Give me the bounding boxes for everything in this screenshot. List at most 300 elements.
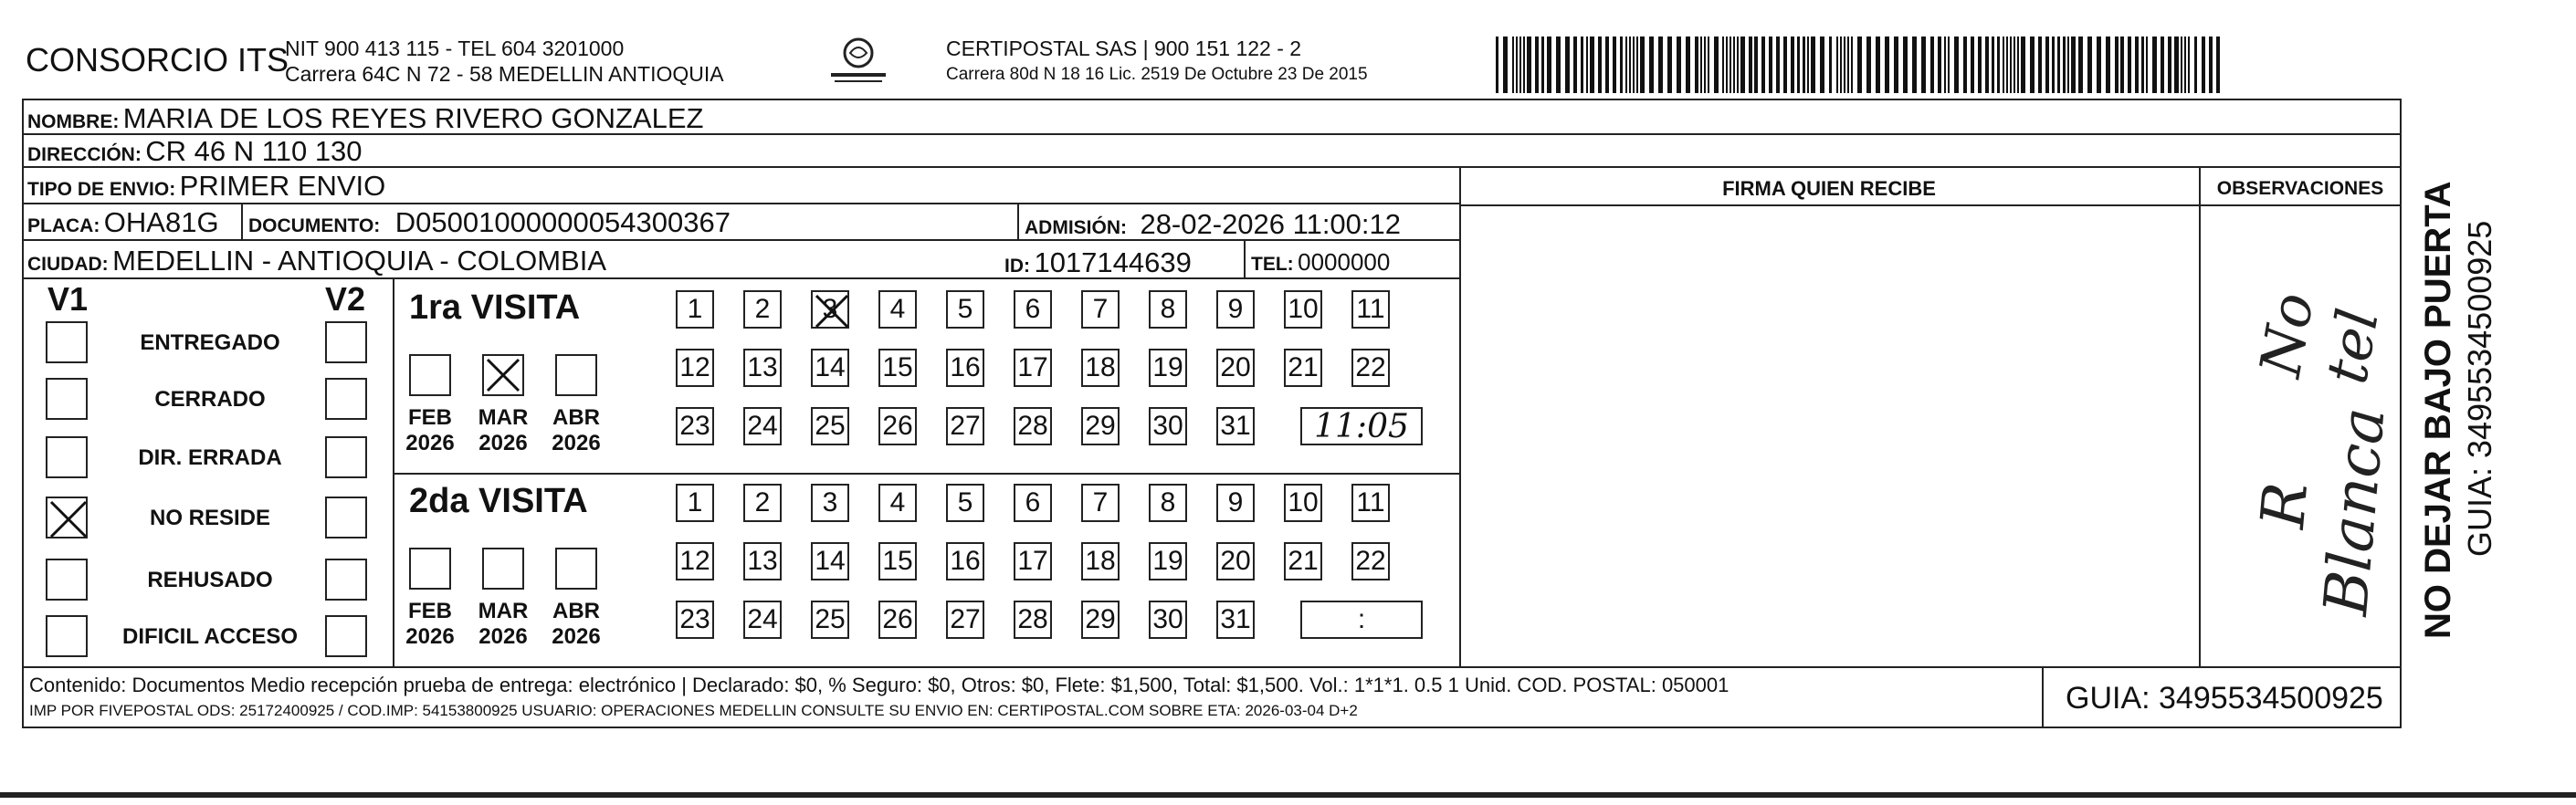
- day-number: 30: [1152, 411, 1183, 441]
- barcode-bar: [1985, 37, 1989, 93]
- visit-day-box[interactable]: [811, 601, 849, 639]
- day-number: 7: [1092, 487, 1109, 518]
- placa-row: [27, 208, 219, 236]
- visit-month-label: [471, 405, 535, 455]
- month-name: ABR: [552, 599, 600, 623]
- barcode-bar: [1527, 37, 1531, 93]
- status-v2-checkbox[interactable]: [325, 378, 367, 420]
- visit-day-box[interactable]: [1081, 349, 1120, 387]
- barcode-bar: [1791, 37, 1794, 93]
- barcode-bar: [1633, 37, 1635, 93]
- visit-month-label: [471, 599, 535, 649]
- barcode-bar: [1737, 37, 1739, 93]
- visit-day-box[interactable]: [676, 407, 714, 445]
- month-year: 2026: [552, 623, 601, 649]
- barcode-bar: [1963, 37, 1967, 93]
- ciudad-label: CIUDAD:: [27, 254, 109, 275]
- day-number: 14: [815, 546, 846, 576]
- barcode-bar: [1503, 37, 1508, 93]
- barcode-bar: [1851, 37, 1853, 93]
- visit-month-checkbox[interactable]: [555, 548, 597, 590]
- day-number: 11: [1356, 487, 1385, 518]
- visit-day-box[interactable]: [1014, 484, 1052, 522]
- visit-day-box[interactable]: [1014, 407, 1052, 445]
- day-number: 9: [1227, 294, 1244, 324]
- barcode-bar: [2181, 37, 2182, 93]
- barcode-bar: [1740, 37, 1745, 93]
- visit-day-box[interactable]: [946, 290, 984, 329]
- barcode-bar: [2071, 37, 2076, 93]
- barcode-bar: [1836, 37, 1838, 93]
- visit-day-box[interactable]: [1014, 349, 1052, 387]
- barcode-bar: [1978, 37, 1982, 93]
- visit-day-box[interactable]: [1081, 601, 1120, 639]
- barcode-bar: [1954, 37, 1959, 93]
- barcode-bar: [1708, 37, 1709, 93]
- direccion-label: DIRECCIÓN:: [27, 144, 142, 165]
- admision-row: [1025, 210, 1401, 238]
- day-number: 22: [1355, 352, 1386, 382]
- barcode-bar: [1523, 37, 1525, 93]
- visit2-title: 2da VISITA: [409, 482, 588, 520]
- barcode-bar: [2078, 37, 2083, 93]
- day-number: 15: [882, 546, 913, 576]
- status-label: DIR. ERRADA: [138, 445, 282, 470]
- visit-day-box[interactable]: [1081, 484, 1120, 522]
- barcode-bar: [1844, 37, 1845, 93]
- barcode-bar: [1938, 37, 1941, 93]
- visit-day-box[interactable]: [1284, 290, 1322, 329]
- status-v2-checkbox[interactable]: [325, 615, 367, 657]
- visit-day-box[interactable]: [743, 290, 782, 329]
- admision-value: 28-02-2026 11:00:12: [1140, 208, 1402, 240]
- day-number: 15: [882, 352, 913, 382]
- barcode-bar: [1686, 37, 1690, 93]
- visit-day-box[interactable]: [1149, 290, 1187, 329]
- barcode-bar: [1783, 37, 1787, 93]
- visit-day-box[interactable]: [1216, 290, 1255, 329]
- firma-header: FIRMA QUIEN RECIBE: [1722, 177, 1936, 200]
- status-v2-checkbox[interactable]: [325, 559, 367, 601]
- visit-day-box[interactable]: [878, 601, 917, 639]
- id-label: ID:: [1004, 256, 1030, 277]
- day-number: 6: [1025, 294, 1041, 324]
- day-number: 24: [747, 604, 778, 634]
- barcode-bar: [2188, 37, 2190, 93]
- v1-header: V1: [47, 280, 89, 318]
- barcode-bar: [1733, 37, 1735, 93]
- barcode-bar: [1997, 37, 2000, 93]
- barcode-bar: [1598, 37, 1602, 93]
- side-guia: GUIA: 3495534500925: [2461, 220, 2498, 557]
- barcode-bar: [1547, 37, 1551, 93]
- visit-day-box[interactable]: [743, 484, 782, 522]
- barcode-bar: [1803, 37, 1805, 93]
- visit-month-label: [544, 599, 608, 649]
- barcode-bar: [1535, 37, 1539, 93]
- placa-value: OHA81G: [103, 206, 219, 238]
- day-number: 19: [1152, 546, 1183, 576]
- barcode-bar: [1556, 37, 1561, 93]
- barcode-bar: [2017, 37, 2019, 93]
- day-number: 30: [1152, 604, 1183, 634]
- visit-day-box[interactable]: [811, 290, 849, 329]
- footer-content-line: Contenido: Documentos Medio recepción prueba de entrega: electrónico | Declarado: $0, % Seguro: $0, Otros: $0, Flete: $1,500, Total: $1,500. Vol.: 1*1*1. 0.5 1 Unid. COD. POSTAL: 050001: [29, 674, 1730, 696]
- id-row: [1004, 248, 1192, 277]
- visit-month-label: [398, 405, 462, 455]
- day-number: 5: [957, 487, 973, 518]
- barcode-bar: [2087, 37, 2092, 93]
- placa-label: PLACA:: [27, 215, 100, 236]
- day-number: 1: [687, 294, 703, 324]
- day-number: 16: [950, 352, 981, 382]
- barcode-bar: [2161, 37, 2164, 93]
- barcode-bar: [2038, 37, 2042, 93]
- visit-day-box[interactable]: [946, 484, 984, 522]
- barcode-bar: [1519, 37, 1521, 93]
- ciudad-row: [27, 246, 606, 275]
- visit-day-box[interactable]: [1351, 290, 1390, 329]
- barcode-bar: [2174, 37, 2179, 93]
- status-v1-checkbox[interactable]: [46, 378, 88, 420]
- day-number: 27: [950, 604, 981, 634]
- barcode-bar: [1590, 37, 1594, 93]
- barcode-bar: [1971, 37, 1974, 93]
- documento-value: D05001000000054300367: [394, 206, 731, 238]
- visit-time: :: [1357, 604, 1366, 634]
- visit-day-box[interactable]: [676, 542, 714, 580]
- visit-day-box[interactable]: [1149, 601, 1187, 639]
- barcode-bar: [1640, 37, 1645, 93]
- barcode-bar: [1797, 37, 1800, 93]
- barcode-bar: [1749, 37, 1752, 93]
- day-number: 8: [1160, 487, 1176, 518]
- status-v1-checkbox[interactable]: [46, 559, 88, 601]
- barcode-bar: [1857, 37, 1862, 93]
- day-number: 21: [1288, 546, 1319, 576]
- barcode-bar: [1912, 37, 1917, 93]
- barcode-bar: [2168, 37, 2171, 93]
- visit1-title: 1ra VISITA: [409, 288, 581, 327]
- day-number: 13: [747, 546, 778, 576]
- barcode-bar: [1730, 37, 1731, 93]
- visit-day-box[interactable]: [743, 542, 782, 580]
- month-name: ABR: [552, 405, 600, 430]
- day-number: 2: [754, 487, 771, 518]
- day-number: 1: [687, 487, 703, 518]
- tel-value: 0000000: [1298, 248, 1391, 276]
- observaciones-header: OBSERVACIONES: [2216, 178, 2384, 199]
- status-v1-checkbox[interactable]: [46, 615, 88, 657]
- visit-day-box[interactable]: [878, 407, 917, 445]
- status-v2-checkbox[interactable]: [325, 321, 367, 363]
- status-label: REHUSADO: [147, 568, 273, 592]
- visit-day-box[interactable]: [1284, 349, 1322, 387]
- barcode-bar: [1496, 37, 1498, 93]
- status-label: CERRADO: [154, 387, 266, 412]
- barcode-bar: [1776, 37, 1780, 93]
- status-label: NO RESIDE: [149, 506, 271, 530]
- visit-day-box[interactable]: [878, 484, 917, 522]
- day-number: 10: [1288, 294, 1319, 324]
- barcode-bar: [1541, 37, 1544, 93]
- visit-month-checkbox[interactable]: [409, 548, 451, 590]
- day-number: 19: [1152, 352, 1183, 382]
- barcode-bar: [2194, 37, 2197, 93]
- barcode-bar: [1649, 37, 1654, 93]
- barcode-bar: [1516, 37, 1518, 93]
- barcode-bar: [1714, 37, 1719, 93]
- day-number: 18: [1085, 546, 1116, 576]
- month-name: MAR: [478, 405, 529, 430]
- day-number: 21: [1288, 352, 1319, 382]
- day-number: 2: [754, 294, 771, 324]
- day-number: 31: [1220, 411, 1251, 441]
- visit-day-box[interactable]: [946, 407, 984, 445]
- barcode-bar: [2106, 37, 2110, 93]
- barcode-bar: [1586, 37, 1588, 93]
- barcode-bar: [1605, 37, 1609, 93]
- visit-day-box[interactable]: [811, 542, 849, 580]
- v2-header: V2: [325, 280, 366, 318]
- barcode-bar: [2135, 37, 2139, 93]
- day-number: 17: [1017, 546, 1048, 576]
- barcode-bar: [2067, 37, 2069, 93]
- status-v2-checkbox[interactable]: [325, 497, 367, 538]
- barcode-bar: [2030, 37, 2035, 93]
- visit-day-box[interactable]: [1081, 542, 1120, 580]
- barcode-bar: [1726, 37, 1728, 93]
- visit-day-box[interactable]: [1216, 601, 1255, 639]
- barcode-bar: [1754, 37, 1758, 93]
- barcode-bar: [2097, 37, 2101, 93]
- visit-day-box[interactable]: [878, 542, 917, 580]
- tipo-row: [27, 172, 385, 200]
- visit-day-box[interactable]: [743, 601, 782, 639]
- barcode-bar: [2209, 37, 2213, 93]
- status-v1-checkbox[interactable]: [46, 436, 88, 478]
- visit-day-box[interactable]: [1216, 542, 1255, 580]
- day-number: 12: [679, 546, 710, 576]
- visit-day-box[interactable]: [1081, 407, 1120, 445]
- visit-day-box[interactable]: [1351, 542, 1390, 580]
- visit-month-checkbox[interactable]: [482, 548, 524, 590]
- barcode-bar: [1944, 37, 1946, 93]
- status-label: ENTREGADO: [140, 330, 280, 355]
- barcode-bar: [2006, 37, 2008, 93]
- visit-day-box[interactable]: [1149, 407, 1187, 445]
- day-number: 31: [1220, 604, 1251, 634]
- barcode-bar: [1636, 37, 1638, 93]
- visit-day-box[interactable]: [743, 407, 782, 445]
- barcode-bar: [1992, 37, 1994, 93]
- day-number: 5: [957, 294, 973, 324]
- barcode-bar: [1885, 37, 1889, 93]
- side-warning: NO DEJAR BAJO PUERTA: [2418, 181, 2458, 639]
- barcode-bar: [1700, 37, 1702, 93]
- courier-license: Carrera 80d N 18 16 Lic. 2519 De Octubre 23 De 2015: [946, 65, 1368, 84]
- visit-day-box[interactable]: [1014, 290, 1052, 329]
- day-number: 24: [747, 411, 778, 441]
- day-number: 11: [1356, 294, 1385, 324]
- visit-day-box[interactable]: [1216, 484, 1255, 522]
- month-year: 2026: [405, 623, 455, 649]
- visit-day-box[interactable]: [811, 407, 849, 445]
- company-address: Carrera 64C N 72 - 58 MEDELLIN ANTIOQUIA: [285, 62, 724, 86]
- barcode-bar: [1677, 37, 1681, 93]
- barcode-bar: [2010, 37, 2012, 93]
- day-number: 6: [1025, 487, 1041, 518]
- tipo-label: TIPO DE ENVIO:: [27, 179, 176, 200]
- day-number: 18: [1085, 352, 1116, 382]
- visit-day-box[interactable]: [1216, 349, 1255, 387]
- barcode-bar: [1512, 37, 1514, 93]
- nombre-row: [27, 104, 703, 132]
- day-number: 14: [815, 352, 846, 382]
- direccion-row: [27, 137, 363, 165]
- visit-day-box[interactable]: [1149, 484, 1187, 522]
- visit-day-box[interactable]: [1351, 349, 1390, 387]
- barcode-bar: [1573, 37, 1577, 93]
- visit-day-box[interactable]: [676, 290, 714, 329]
- barcode-bar: [1847, 37, 1849, 93]
- barcode-bar: [1667, 37, 1672, 93]
- tel-row: [1251, 250, 1390, 274]
- barcode-bar: [1565, 37, 1570, 93]
- day-number: 27: [950, 411, 981, 441]
- day-number: 25: [815, 604, 846, 634]
- barcode-bar: [2141, 37, 2144, 93]
- barcode-bar: [2052, 37, 2055, 93]
- direccion-value: CR 46 N 110 130: [145, 135, 363, 167]
- barcode-bar: [1613, 37, 1616, 93]
- barcode-bar: [1658, 37, 1663, 93]
- company-nit: NIT 900 413 115 - TEL 604 3201000: [285, 37, 625, 60]
- day-number: 20: [1220, 352, 1251, 382]
- observation-note: No tel: [2246, 288, 2392, 389]
- day-number: 4: [889, 294, 906, 324]
- barcode-bar: [1876, 37, 1880, 93]
- visit-day-box[interactable]: [811, 349, 849, 387]
- documento-label: DOCUMENTO:: [248, 215, 381, 236]
- day-number: 25: [815, 411, 846, 441]
- month-name: FEB: [408, 599, 452, 623]
- barcode-bar: [2045, 37, 2049, 93]
- visit-month-checkbox[interactable]: [555, 354, 597, 396]
- barcode-bar: [2216, 37, 2220, 93]
- barcode-bar: [1930, 37, 1934, 93]
- visit-day-box[interactable]: [946, 542, 984, 580]
- day-number: 26: [882, 604, 913, 634]
- visit-day-box[interactable]: [676, 484, 714, 522]
- ciudad-value: MEDELLIN - ANTIOQUIA - COLOMBIA: [112, 245, 606, 277]
- visit-day-box[interactable]: [878, 290, 917, 329]
- month-year: 2026: [478, 623, 528, 649]
- day-number: 16: [950, 546, 981, 576]
- courier-name: CERTIPOSTAL SAS | 900 151 122 - 2: [946, 37, 1302, 60]
- visit-day-box[interactable]: [1014, 601, 1052, 639]
- day-number: 13: [747, 352, 778, 382]
- barcode-bar: [1820, 37, 1824, 93]
- visit-time-box[interactable]: [1300, 407, 1423, 445]
- tipo-value: PRIMER ENVIO: [179, 170, 386, 202]
- visit-time: 11:05: [1314, 407, 1409, 445]
- day-number: 3: [822, 487, 838, 518]
- visit-day-box[interactable]: [1149, 542, 1187, 580]
- day-number: 20: [1220, 546, 1251, 576]
- visit-day-box[interactable]: [946, 601, 984, 639]
- footer-guia: GUIA: 3495534500925: [2066, 681, 2383, 716]
- visit-time-box[interactable]: [1300, 601, 1423, 639]
- barcode-bar: [2146, 37, 2148, 93]
- visit-day-box[interactable]: [676, 601, 714, 639]
- id-value: 1017144639: [1034, 246, 1192, 278]
- barcode-bar: [2120, 37, 2124, 93]
- barcode-bar: [1948, 37, 1950, 93]
- day-number: 29: [1085, 604, 1116, 634]
- visit-day-box[interactable]: [1216, 407, 1255, 445]
- barcode-bar: [2115, 37, 2119, 93]
- visit-day-box[interactable]: [946, 349, 984, 387]
- visit-day-box[interactable]: [1014, 542, 1052, 580]
- visit-month-checkbox[interactable]: [409, 354, 451, 396]
- certipostal-logo: [822, 35, 895, 88]
- day-number: 26: [882, 411, 913, 441]
- day-number: 29: [1085, 411, 1116, 441]
- barcode-bar: [2202, 37, 2205, 93]
- barcode-bar: [1761, 37, 1765, 93]
- visit-day-box[interactable]: [676, 349, 714, 387]
- barcode-bar: [1620, 37, 1623, 93]
- month-year: 2026: [552, 430, 601, 455]
- recipient-signature: R Blanca: [2247, 404, 2399, 619]
- barcode-bar: [2184, 37, 2186, 93]
- barcode-bar: [2021, 37, 2025, 93]
- visit-day-box[interactable]: [1081, 290, 1120, 329]
- status-v1-checkbox[interactable]: [46, 321, 88, 363]
- visit-month-label: [544, 405, 608, 455]
- barcode-bar: [1807, 37, 1809, 93]
- visit-day-box[interactable]: [878, 349, 917, 387]
- barcode-bar: [1921, 37, 1926, 93]
- barcode-bar: [1629, 37, 1631, 93]
- nombre-value: MARIA DE LOS REYES RIVERO GONZALEZ: [122, 102, 704, 134]
- barcode-bar: [2013, 37, 2015, 93]
- barcode-bar: [1903, 37, 1908, 93]
- status-v1-checkbox[interactable]: [46, 497, 88, 538]
- visit-month-checkbox[interactable]: [482, 354, 524, 396]
- month-name: FEB: [408, 405, 452, 430]
- visit-day-box[interactable]: [743, 349, 782, 387]
- visit-day-box[interactable]: [811, 484, 849, 522]
- month-year: 2026: [478, 430, 528, 455]
- documento-row: [248, 208, 731, 236]
- day-number: 8: [1160, 294, 1176, 324]
- barcode-bar: [1894, 37, 1898, 93]
- status-label: DIFICIL ACCESO: [121, 624, 298, 649]
- day-number: 28: [1017, 411, 1048, 441]
- day-number: 4: [889, 487, 906, 518]
- status-v2-checkbox[interactable]: [325, 436, 367, 478]
- visit-day-box[interactable]: [1149, 349, 1187, 387]
- barcode-bar: [1625, 37, 1627, 93]
- visit-day-box[interactable]: [1351, 484, 1390, 522]
- visit-month-label: [398, 599, 462, 649]
- barcode-bar: [1722, 37, 1724, 93]
- visit-day-box[interactable]: [1284, 484, 1322, 522]
- visit-day-box[interactable]: [1284, 542, 1322, 580]
- barcode-bar: [1704, 37, 1706, 93]
